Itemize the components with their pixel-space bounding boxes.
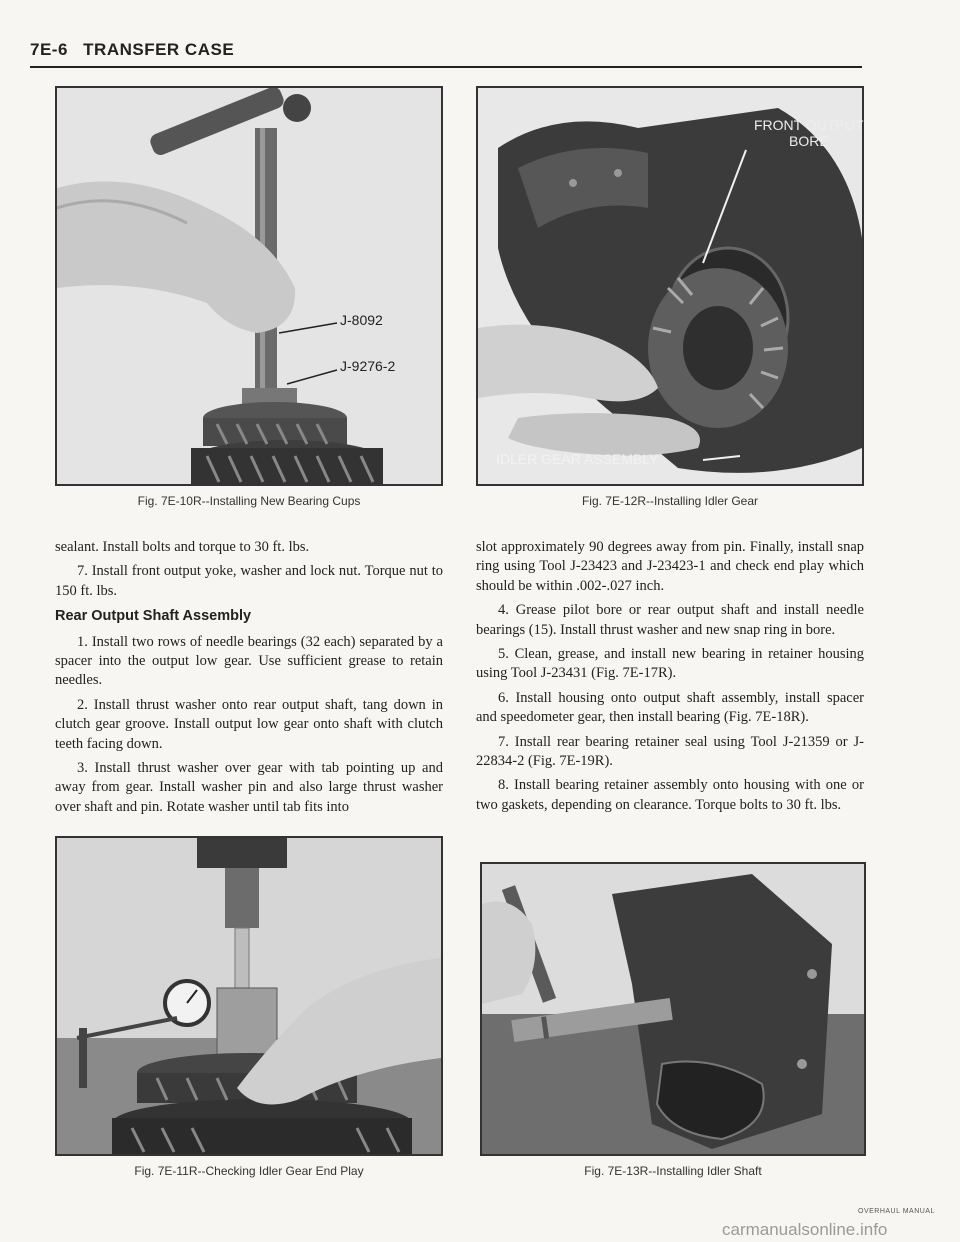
end-play-photo [57, 838, 441, 1154]
section-title: TRANSFER CASE [83, 40, 235, 59]
right-paragraph-1: slot approximately 90 degrees away from pin. Finally, install snap ring using Tool J-23423 and J-23423-1 and check end play which should be within .002-.027 inch. [476, 539, 864, 594]
site-watermark: carmanualsonline.info [722, 1220, 888, 1239]
label-j-9276-2: J-9276-2 [340, 358, 396, 374]
right-text-column [476, 538, 864, 820]
figure-installing-idler-shaft [480, 862, 866, 1156]
step-4-pilot-bore: 4. Grease pilot bore or rear output shaft and install needle bearings (15). Install thrust washer and new snap ring in bore. [476, 602, 864, 638]
step-5-retainer-bearing: 5. Clean, grease, and install new bearing in retainer housing using Tool J-23431 (Fig. 7E-17R). [476, 646, 864, 682]
left-paragraph-1: sealant. Install bolts and torque to 30 ft. lbs. [55, 539, 310, 555]
section-heading: Rear Output Shaft Assembly [55, 608, 252, 625]
caption-fig-7e-13r: Fig. 7E-13R--Installing Idler Shaft [584, 1164, 762, 1178]
idler-shaft-photo [482, 864, 864, 1154]
figure-checking-end-play [55, 836, 443, 1156]
step-1-needle-bearings: 1. Install two rows of needle bearings (32 each) separated by a spacer into the output low gear. Use sufficient grease to retain needles. [55, 633, 443, 689]
step-8-retainer-assembly: 8. Install bearing retainer assembly onto housing with one or two gaskets, depending on clearance. Torque bolts to 30 ft. lbs. [476, 777, 864, 813]
left-text-column [55, 538, 443, 822]
caption-fig-7e-11r: Fig. 7E-11R--Checking Idler Gear End Play [134, 1164, 364, 1178]
step-3-thrust-washer-tab: 3. Install thrust washer over gear with tab pointing up and away from gear. Install washer pin and also large thrust washer over shaft and pin. Rotate washer until tab fits into [55, 760, 443, 815]
label-idler-gear-assembly: IDLER GEAR ASSEMBLY [496, 451, 659, 467]
bearing-cups-photo [57, 88, 441, 484]
section-number: 7E-6 [30, 40, 68, 59]
caption-fig-7e-12r: Fig. 7E-12R--Installing Idler Gear [581, 494, 759, 508]
label-j-8092: J-8092 [340, 312, 383, 328]
label-front-output: FRONT OUTPUT [754, 117, 864, 133]
page-header [30, 40, 862, 68]
step-7-yoke: 7. Install front output yoke, washer and lock nut. Torque nut to 150 ft. lbs. [55, 563, 443, 599]
manual-footer: OVERHAUL MANUAL [858, 1208, 935, 1215]
figure-installing-bearing-cups [55, 86, 443, 486]
step-2-thrust-washer: 2. Install thrust washer onto rear output shaft, tang down in clutch gear groove. Install output low gear onto shaft with clutch teeth facing down. [55, 696, 443, 752]
step-7-seal: 7. Install rear bearing retainer seal using Tool J-21359 or J-22834-2 (Fig. 7E-19R). [476, 733, 864, 770]
label-bore: BORE [789, 133, 829, 149]
caption-fig-7e-10r: Fig. 7E-10R--Installing New Bearing Cups [137, 494, 361, 508]
step-6-housing: 6. Install housing onto output shaft assembly, install spacer and speedometer gear, then install bearing (Fig. 7E-18R). [476, 689, 864, 726]
